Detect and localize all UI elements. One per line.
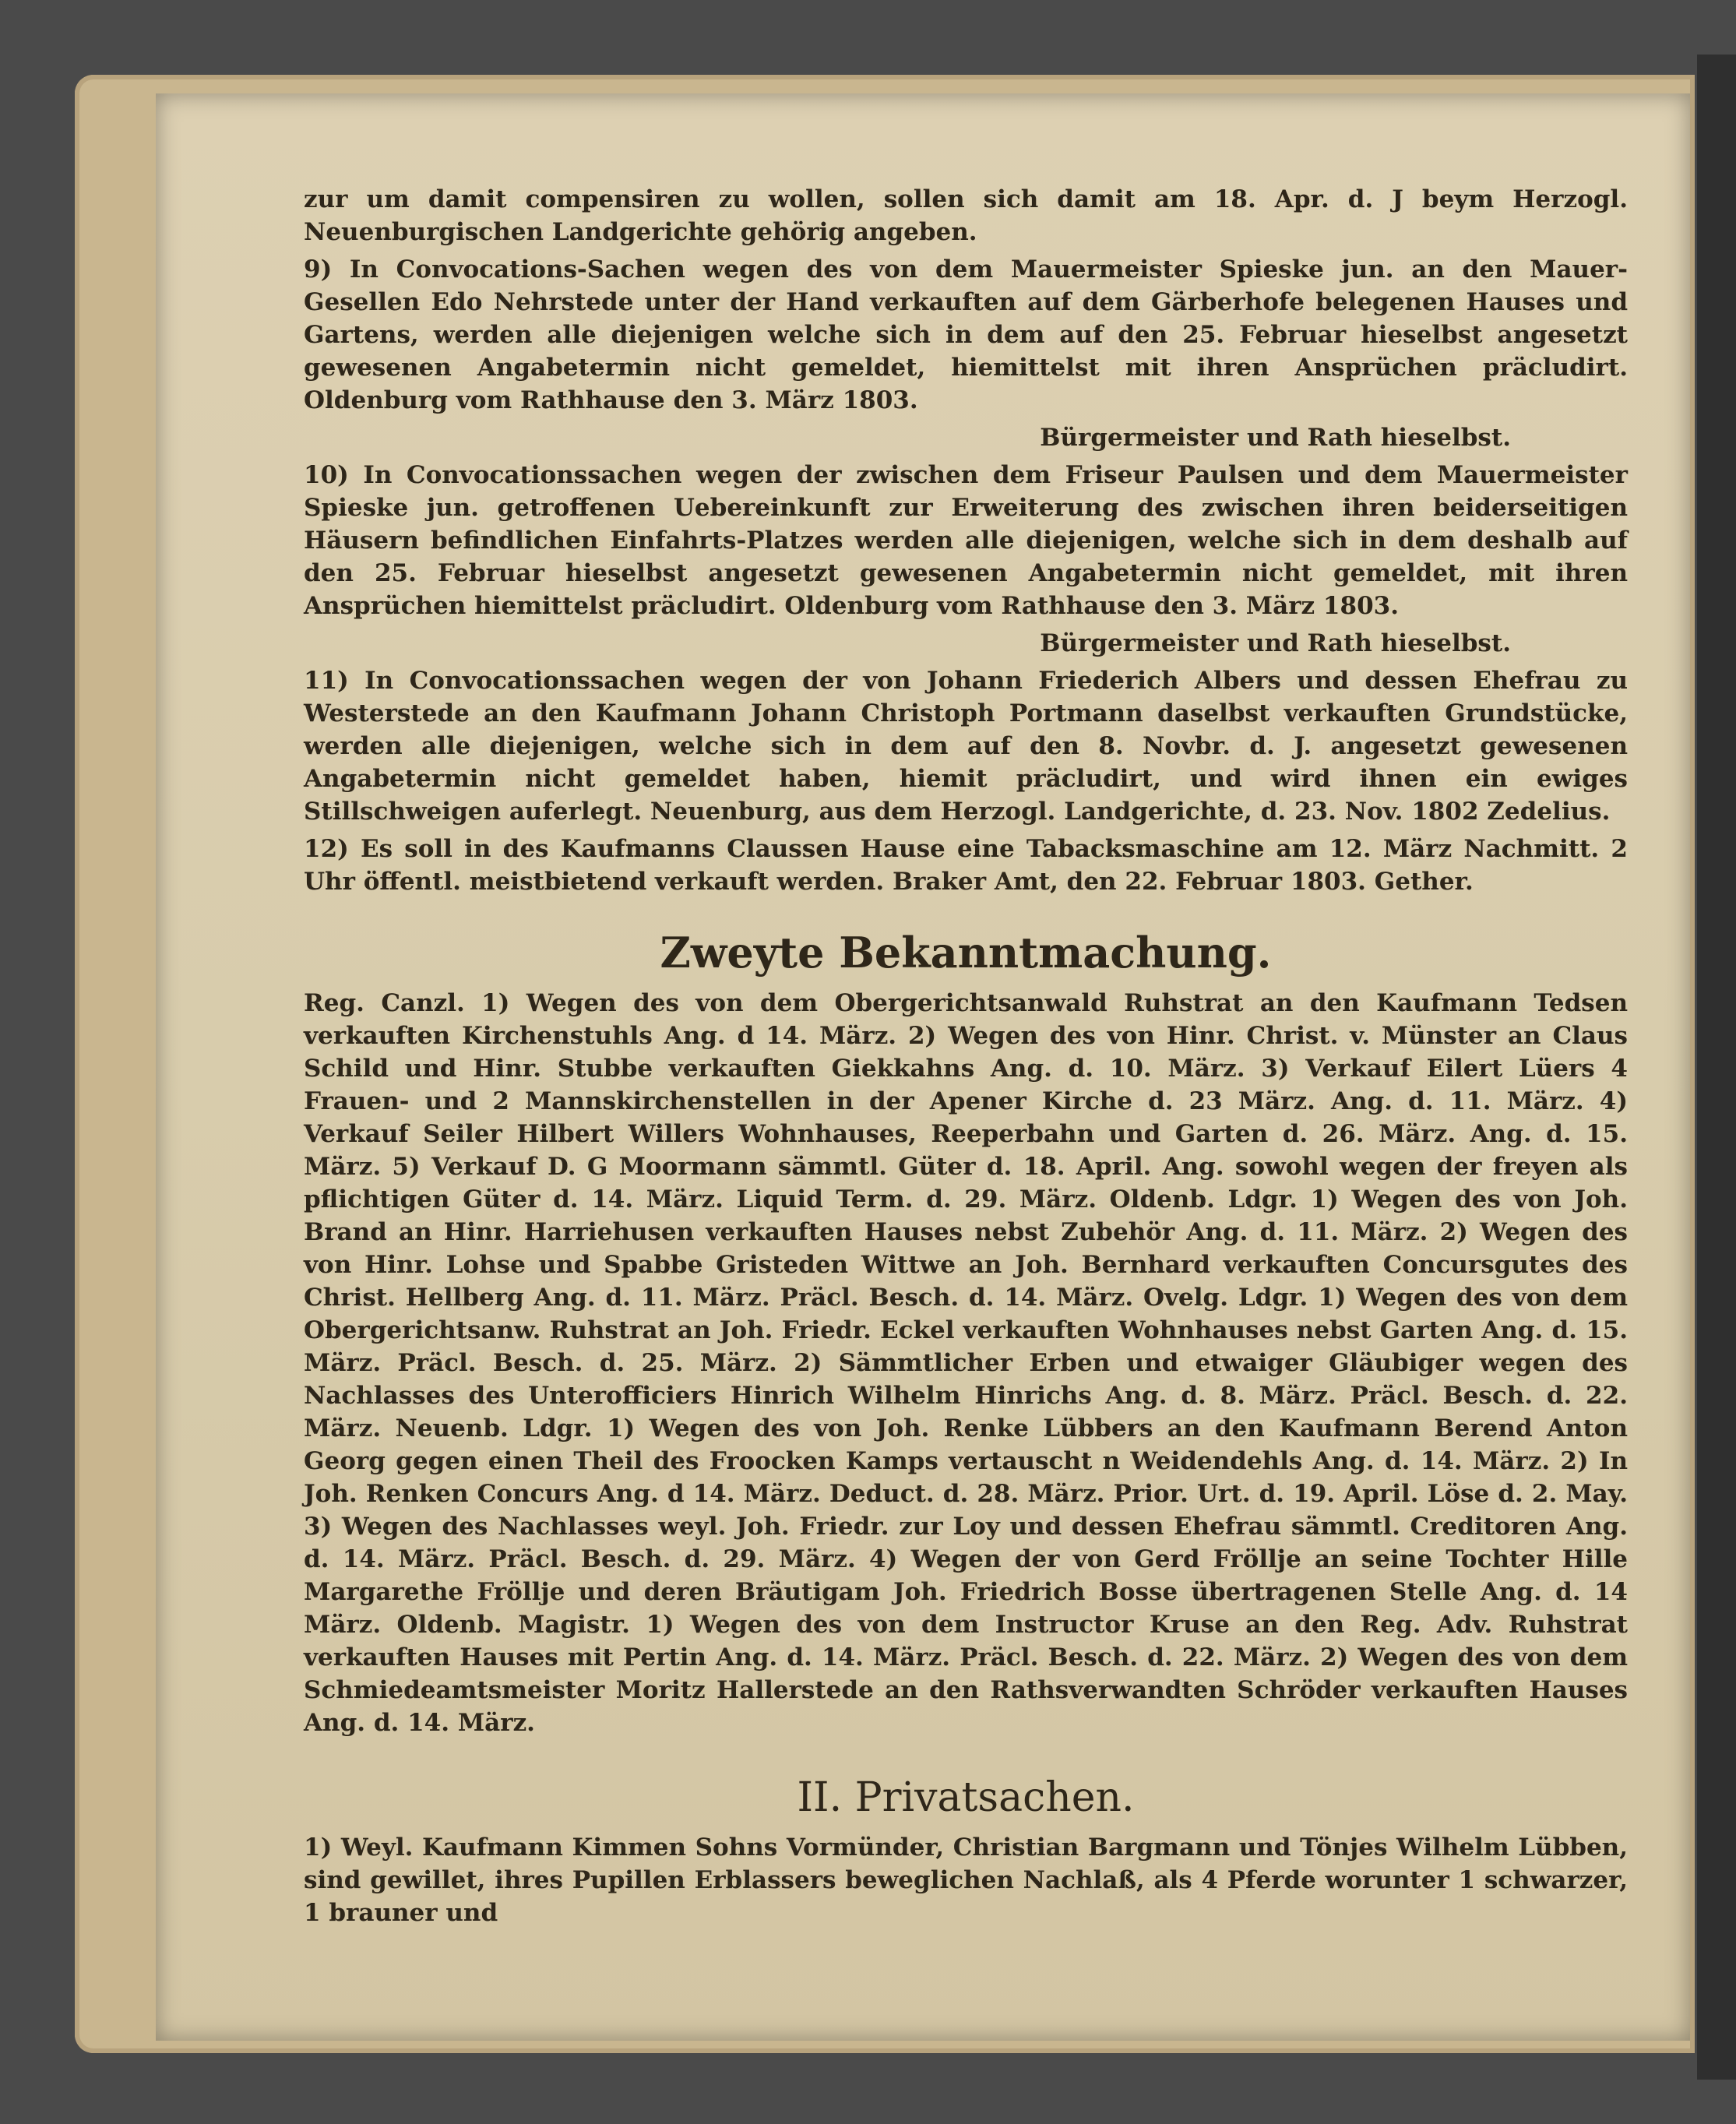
- signature-9: Bürgermeister und Rath hieselbst.: [1040, 424, 1511, 452]
- section-heading-private: II. Privatsachen.: [797, 1774, 1135, 1821]
- page-text-block: [304, 183, 1628, 1934]
- second-announcement-body: Reg. Canzl. 1) Wegen des von dem Obergerichtsanwald Ruhstrat an den Kaufmann Tedsen verkauften Kirchenstuhls Ang. d 14. März. 2) Wegen des von Hinr. Christ. v. Münster an Claus Schild und Hinr. Stubbe verkauften Giekkahns Ang. d. 10. März. 3) Verkauf Eilert Lüers 4 Frauen- und 2 Mannskirchenstellen in der Apener Kirche d. 23 März. Ang. d. 11. März. 4) Verkauf Seiler Hilbert Willers Wohnhauses, Reeperbahn und Garten d. 26. März. Ang. d. 15. März. 5) Verkauf D. G Moormann sämmtl. Güter d. 18. April. Ang. sowohl wegen der freyen als pflichtigen Güter d. 14. März. Liquid Term. d. 29. März. Oldenb. Ldgr. 1) Wegen des von Joh. Brand an Hinr. Harriehusen verkauften Hauses nebst Zubehör Ang. d. 11. März. 2) Wegen des von Hinr. Lohse und Spabbe Gristeden Wittwe an Joh. Bernhard verkauften Concursgutes des Christ. Hellberg Ang. d. 11. März. Präcl. Besch. d. 14. März. Ovelg. Ldgr. 1) Wegen des von dem Obergerichtsanw. Ruhstrat an Joh. Friedr. Eckel verkauften Wohnhauses nebst Garten Ang. d. 15. März. Präcl. Besch. d. 25. März. 2) Sämmtlicher Erben und etwaiger Gläubiger wegen des Nachlasses des Unterofficiers Hinrich Wilhelm Hinrichs Ang. d. 8. März. Präcl. Besch. d. 22. März. Neuenb. Ldgr. 1) Wegen des von Joh. Renke Lübbers an den Kaufmann Berend Anton Georg gegen einen Theil des Froocken Kamps vertauscht n Weidendehls Ang. d. 14. März. 2) In Joh. Renken Concurs Ang. d 14. März. Deduct. d. 28. März. Prior. Urt. d. 19. April. Löse d. 2. May. 3) Wegen des Nachlasses weyl. Joh. Friedr. zur Loy und dessen Ehefrau sämmtl. Creditoren Ang. d. 14. März. Präcl. Besch. d. 29. März. 4) Wegen der von Gerd Fröllje an seine Tochter Hille Margarethe Fröllje und deren Bräutigam Joh. Friedrich Bosse übertragenen Stelle Ang. d. 14 März. Oldenb. Magistr. 1) Wegen des von dem Instructor Kruse an den Reg. Adv. Ruhstrat verkauften Hauses mit Pertin Ang. d. 14. März. Präcl. Besch. d. 22. März. 2) Wegen des von dem Schmiedeamtsmeister Moritz Hallerstede an den Rathsverwandten Schröder verkauften Hauses Ang. d. 14. März.: [304, 989, 1628, 1737]
- notice-item-10: 10) In Convocationssachen wegen der zwischen dem Friseur Paulsen und dem Mauermeister Spieske jun. getroffenen Uebereinkunft zur Erweiterung des zwischen ihren beiderseitigen Häusern befindlichen Einfahrts-Platzes werden alle diejenigen, welche sich in dem deshalb auf den 25. Februar hieselbst angesetzt gewesenen Angabetermin nicht gemeldet, mit ihren Ansprüchen hiemittelst präcludirt. Oldenburg vom Rathhause den 3. März 1803.: [304, 461, 1628, 620]
- section-heading-second: Zweyte Bekanntmachung.: [660, 928, 1272, 977]
- scan-border: [1697, 55, 1736, 2080]
- notice-item-11: 11) In Convocationssachen wegen der von Johann Friederich Albers und dessen Ehefrau zu Westerstede an den Kaufmann Johann Christoph Portmann daselbst verkauften Grundstücke, werden alle diejenigen, welche sich in dem auf den 8. Novbr. d. J. angesetzt gewesenen Angabetermin nicht gemeldet haben, hiemit präcludirt, und wird ihnen ein ewiges Stillschweigen auferlegt. Neuenburg, aus dem Herzogl. Landgerichte, d. 23. Nov. 1802 Zedelius.: [304, 667, 1628, 826]
- private-matters-body: 1) Weyl. Kaufmann Kimmen Sohns Vormünder, Christian Bargmann und Tönjes Wilhelm Lübben, sind gewillet, ihres Pupillen Erblassers beweglichen Nachlaß, als 4 Pferde worunter 1 schwarzer, 1 brauner und: [304, 1833, 1628, 1927]
- intro-paragraph: zur um damit compensiren zu wollen, sollen sich damit am 18. Apr. d. J beym Herzogl. Neuenburgischen Landgerichte gehörig angeben.: [304, 185, 1628, 246]
- signature-10: Bürgermeister und Rath hieselbst.: [1040, 629, 1511, 657]
- notice-item-12: 12) Es soll in des Kaufmanns Claussen Hause eine Tabacksmaschine am 12. März Nachmitt. 2 Uhr öffentl. meistbietend verkauft werden. Braker Amt, den 22. Februar 1803. Gether.: [304, 835, 1628, 896]
- notice-item-9: 9) In Convocations-Sachen wegen des von dem Mauermeister Spieske jun. an den Mauer-Gesellen Edo Nehrstede unter der Hand verkauften auf dem Gärberhofe belegenen Hauses und Gartens, werden alle diejenigen welche sich in dem auf den 25. Februar hieselbst angesetzt gewesenen Angabetermin nicht gemeldet, hiemittelst mit ihren Ansprüchen präcludirt. Oldenburg vom Rathhause den 3. März 1803.: [304, 255, 1628, 414]
